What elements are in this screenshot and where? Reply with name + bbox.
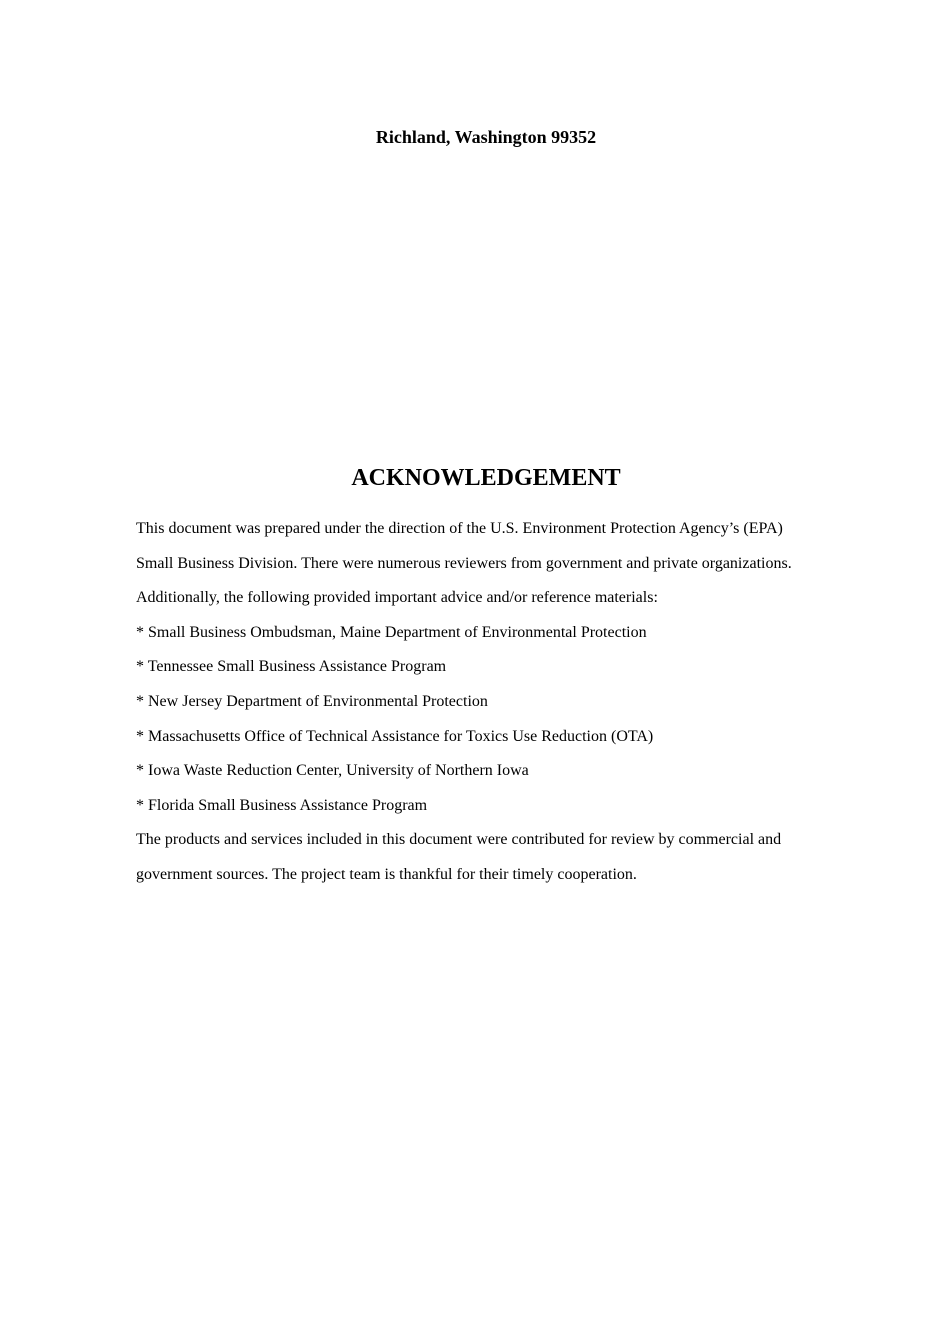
- contributor-item: * Iowa Waste Reduction Center, University of Northern Iowa: [136, 762, 529, 780]
- closing-line: government sources. The project team is thankful for their timely cooperation.: [136, 865, 637, 883]
- intro-line: Additionally, the following provided important advice and/or reference materials:: [136, 589, 658, 607]
- closing-line: The products and services included in this document were contributed for review by commercial and: [136, 831, 782, 849]
- contributor-item: * Tennessee Small Business Assistance Program: [136, 658, 447, 676]
- contributor-item: * New Jersey Department of Environmental Protection: [136, 692, 488, 710]
- intro-line: Small Business Division. There were numerous reviewers from government and private organizations.: [136, 554, 792, 572]
- contributor-item: * Massachusetts Office of Technical Assistance for Toxics Use Reduction (OTA): [136, 727, 654, 745]
- intro-line: This document was prepared under the direction of the U.S. Environment Protection Agency’s (EPA): [136, 520, 783, 537]
- contributor-item: * Florida Small Business Assistance Program: [136, 796, 428, 814]
- address-line: Richland, Washington 99352: [375, 127, 597, 147]
- page-title: ACKNOWLEDGEMENT: [351, 465, 621, 491]
- acknowledgement-body: [136, 512, 896, 893]
- contributor-item: * Small Business Ombudsman, Maine Department of Environmental Protection: [136, 623, 647, 641]
